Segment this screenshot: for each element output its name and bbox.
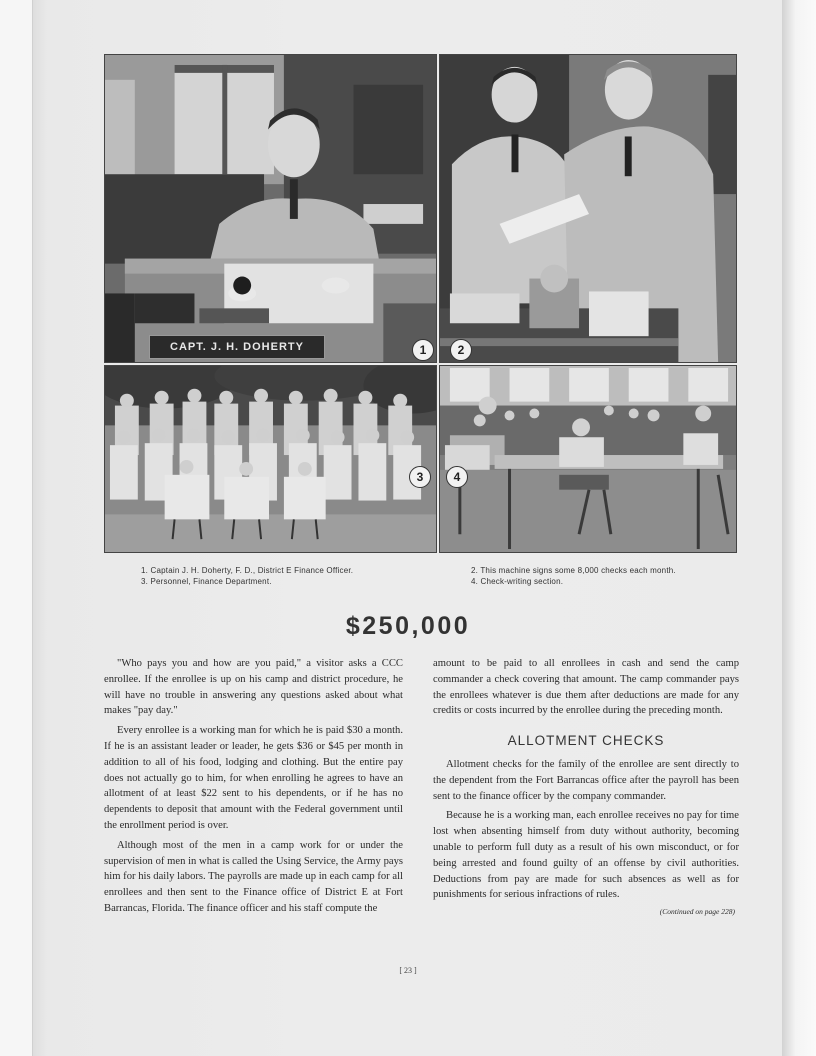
- photo-number-badge: 2: [450, 339, 472, 361]
- continued-note: (Continued on page 228): [659, 907, 735, 917]
- caption-1: 1. Captain J. H. Doherty, F. D., District E Finance Officer.: [141, 566, 354, 575]
- desk-nameplate: CAPT. J. H. DOHERTY: [149, 335, 325, 359]
- section-heading: ALLOTMENT CHECKS: [507, 733, 665, 749]
- right-text-column: [433, 656, 739, 917]
- photo-captions-left: [141, 565, 421, 587]
- photo-check-signing-machine: [439, 54, 737, 363]
- paragraph-continued: amount to be paid to all enrollees in cash and send the camp commander a check covering that amount. The camp commander pays the enrollees whatever is due them after deductions are made for any credits or costs incurred by the enrollee during the preceding month.: [433, 658, 739, 717]
- photo-captions-right: [471, 565, 741, 587]
- photo-number-badge: 4: [446, 466, 468, 488]
- photo-number-badge: 1: [412, 339, 434, 361]
- paragraph: Because he is a working man, each enrollee receives no pay for time lost when absenting himself from duty without authority, becoming unable to perform full duty as a result of his own misconduct, or for being arrested and found guilty of an offense by civil authorities. Deductions from pay are made for such absences as well as for punishments for serious infractions of rules.: [433, 810, 739, 901]
- left-text-column: [104, 656, 403, 921]
- caption-2: 2. This machine signs some 8,000 checks each month.: [471, 566, 676, 575]
- photo-check-writing-section: [439, 365, 737, 553]
- paragraph: Although most of the men in a camp work for or under the supervision of men in what is called the Using Service, the Army pays him for his daily labors. The payrolls are made up in each camp for all enrollees and then sent to the Finance office of District E at Fort Barrancas, Florida. The finance officer and his staff compute the: [104, 839, 403, 914]
- paragraph: Allotment checks for the family of the enrollee are sent directly to the dependent from the Fort Barrancas office after the payroll has been sent to the finance officer by the company commander.: [433, 758, 739, 802]
- article-title: $250,000: [345, 612, 471, 640]
- paragraph: Every enrollee is a working man for which he is paid $30 a month. If he is an assistant leader or leader, he gets $36 or $45 per month in addition to all of his food, lodging and clothing. But the entire pay does not actually go to him, for when enrolling he agrees to have an allotment of at least $22 sent to his dependents, or if he has no dependents to deposit that amount with the Federal government until the enrollment period is over.: [104, 725, 403, 831]
- photo-number-badge: 3: [409, 466, 431, 488]
- photo-captain-at-desk: [104, 54, 437, 363]
- paragraph: "Who pays you and how are you paid," a visitor asks a CCC enrollee. If the enrollee is up on his camp and district procedure, he will have no trouble in answering any questions asked about what makes "pay day.": [104, 658, 403, 717]
- caption-4: 4. Check-writing section.: [471, 577, 564, 586]
- photo-finance-personnel-group: [104, 365, 437, 553]
- caption-3: 3. Personnel, Finance Department.: [141, 577, 272, 586]
- page-edge: [782, 0, 816, 1056]
- page-number: [ 23 ]: [399, 966, 417, 975]
